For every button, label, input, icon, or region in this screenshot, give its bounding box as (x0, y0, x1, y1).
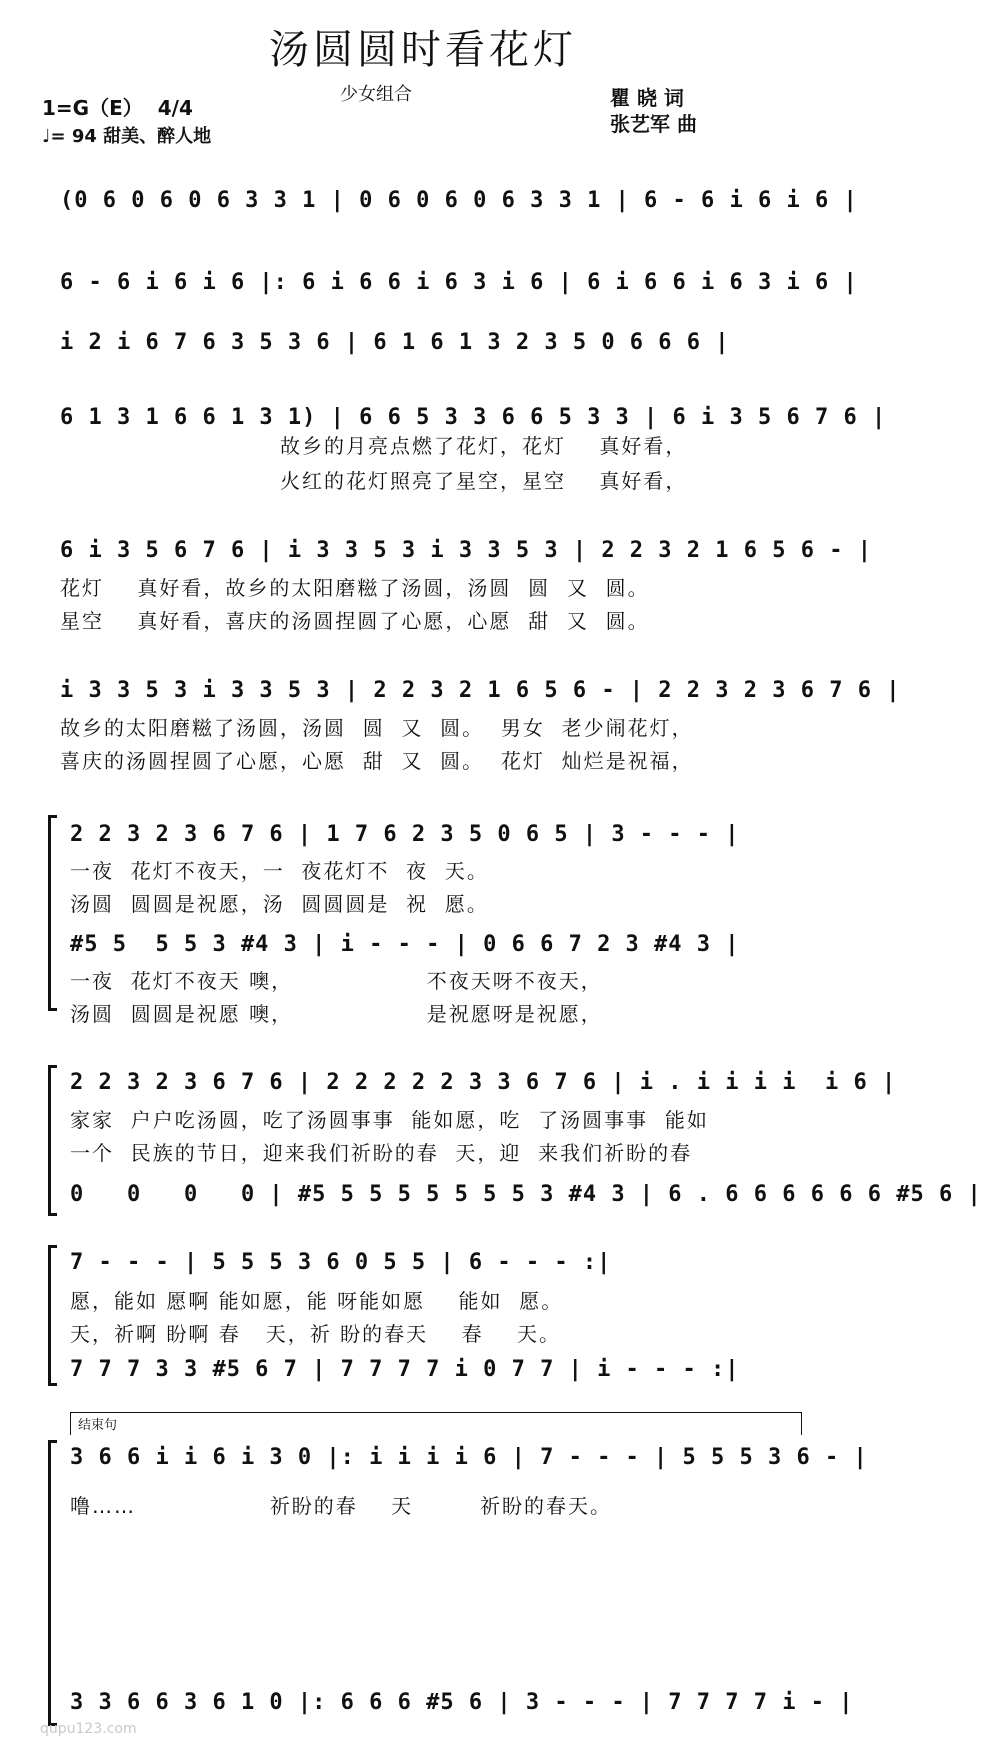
score-row-5: 6 i 3 5 6 7 6 | i 3 3 5 3 i 3 3 5 3 | 2 2 3 2 1 6 5 6 - | (60, 538, 872, 563)
score-row-2: 6 - 6 i 6 i 6 |: 6 i 6 6 i 6 3 i 6 | 6 i 6 6 i 6 3 i 6 | (60, 270, 858, 295)
performer: 少女组合 (340, 84, 412, 105)
lyric-row-4-verse-1: 故乡的月亮点燃了花灯，花灯 真好看， (280, 434, 688, 458)
lyric-row-8-verse-2: 汤圆 圆圆是祝愿 噢， 是祝愿呀是祝愿， (70, 1002, 603, 1026)
score-row-3: i 2 i 6 7 6 3 5 3 6 | 6 1 6 1 3 2 3 5 0 6 6 6 | (60, 330, 730, 355)
lyric-row-6-verse-1: 故乡的太阳磨糍了汤圆，汤圆 圆 又 圆。 男女 老少闹花灯， (60, 716, 694, 740)
tempo-marking: ♩= 94 甜美、醉人地 (42, 126, 212, 147)
lyric-row-6-verse-2: 喜庆的汤圆捏圆了心愿，心愿 甜 又 圆。 花灯 灿烂是祝福， (60, 749, 694, 773)
site-watermark: qupu123.com (40, 1721, 137, 1737)
time-signature: 4/4 (157, 96, 193, 120)
voice-bracket-4 (48, 1440, 57, 1726)
score-row-7: 2 2 3 2 3 6 7 6 | 1 7 6 2 3 5 0 6 5 | 3 - - - | (70, 822, 740, 847)
lyric-row-7-verse-2: 汤圆 圆圆是祝愿，汤 圆圆圆是 祝 愿。 (70, 892, 489, 916)
lyric-row-11-verse-2: 天，祈啊 盼啊 春 天，祈 盼的春天 春 天。 (70, 1322, 562, 1346)
lyric-row-13-verse-1: 噜…… 祈盼的春 天 祈盼的春天。 (70, 1494, 613, 1518)
lyric-row-5-verse-1: 花灯 真好看，故乡的太阳磨糍了汤圆，汤圆 圆 又 圆。 (60, 576, 650, 600)
lyric-row-7-verse-1: 一夜 花灯不夜天，一 夜花灯不 夜 天。 (70, 859, 489, 883)
key-text: 1=G（E） (42, 96, 143, 120)
score-row-6: i 3 3 5 3 i 3 3 5 3 | 2 2 3 2 1 6 5 6 - | 2 2 3 2 3 6 7 6 | (60, 678, 901, 703)
lyric-row-9-verse-1: 家家 户户吃汤圆，吃了汤圆事事 能如愿，吃 了汤圆事事 能如 (70, 1108, 709, 1132)
score-row-4: 6 1 3 1 6 6 1 3 1) | 6 6 5 3 3 6 6 5 3 3 | 6 i 3 5 6 7 6 | (60, 405, 887, 430)
lyric-row-11-verse-1: 愿，能如 愿啊 能如愿，能 呀能如愿 能如 愿。 (70, 1289, 564, 1313)
score-row-10: 0 0 0 0 | #5 5 5 5 5 5 5 5 3 #4 3 | 6 . 6 6 6 6 6 6 #5 6 | (70, 1182, 982, 1207)
lyricist: 瞿 晓 词 (610, 86, 684, 110)
lyric-row-9-verse-2: 一个 民族的节日，迎来我们祈盼的春 天，迎 来我们祈盼的春 (70, 1141, 693, 1165)
ending-box (70, 1412, 802, 1435)
key-signature (42, 92, 193, 121)
voice-bracket-2 (48, 1065, 57, 1216)
score-row-11: 7 - - - | 5 5 5 3 6 0 5 5 | 6 - - - :| (70, 1250, 612, 1275)
lyric-row-8-verse-1: 一夜 花灯不夜天 噢， 不夜天呀不夜天， (70, 969, 603, 993)
score-row-13: 3 6 6 i i 6 i 3 0 |: i i i i 6 | 7 - - - | 5 5 5 3 6 - | (70, 1445, 868, 1470)
voice-bracket-1 (48, 815, 57, 1011)
score-row-14: 3 3 6 6 3 6 1 0 |: 6 6 6 #5 6 | 3 - - - | 7 7 7 7 i - | (70, 1690, 854, 1715)
lyric-row-4-verse-2: 火红的花灯照亮了星空，星空 真好看， (280, 469, 688, 493)
voice-bracket-3 (48, 1245, 57, 1386)
score-row-1: (0 6 0 6 0 6 3 3 1 | 0 6 0 6 0 6 3 3 1 | 6 - 6 i 6 i 6 | (60, 188, 858, 213)
composer: 张艺军 曲 (610, 112, 697, 136)
song-title: 汤圆圆时看花灯 (269, 27, 577, 73)
score-row-9: 2 2 3 2 3 6 7 6 | 2 2 2 2 2 3 3 6 7 6 | i . i i i i i 6 | (70, 1070, 897, 1095)
ending-label: 结束句 (78, 1418, 118, 1433)
score-row-8: #5 5 5 5 3 #4 3 | i - - - | 0 6 6 7 2 3 #4 3 | (70, 932, 740, 957)
score-row-12: 7 7 7 3 3 #5 6 7 | 7 7 7 7 i 0 7 7 | i - - - :| (70, 1357, 740, 1382)
lyric-row-5-verse-2: 星空 真好看，喜庆的汤圆捏圆了心愿，心愿 甜 又 圆。 (60, 609, 650, 633)
